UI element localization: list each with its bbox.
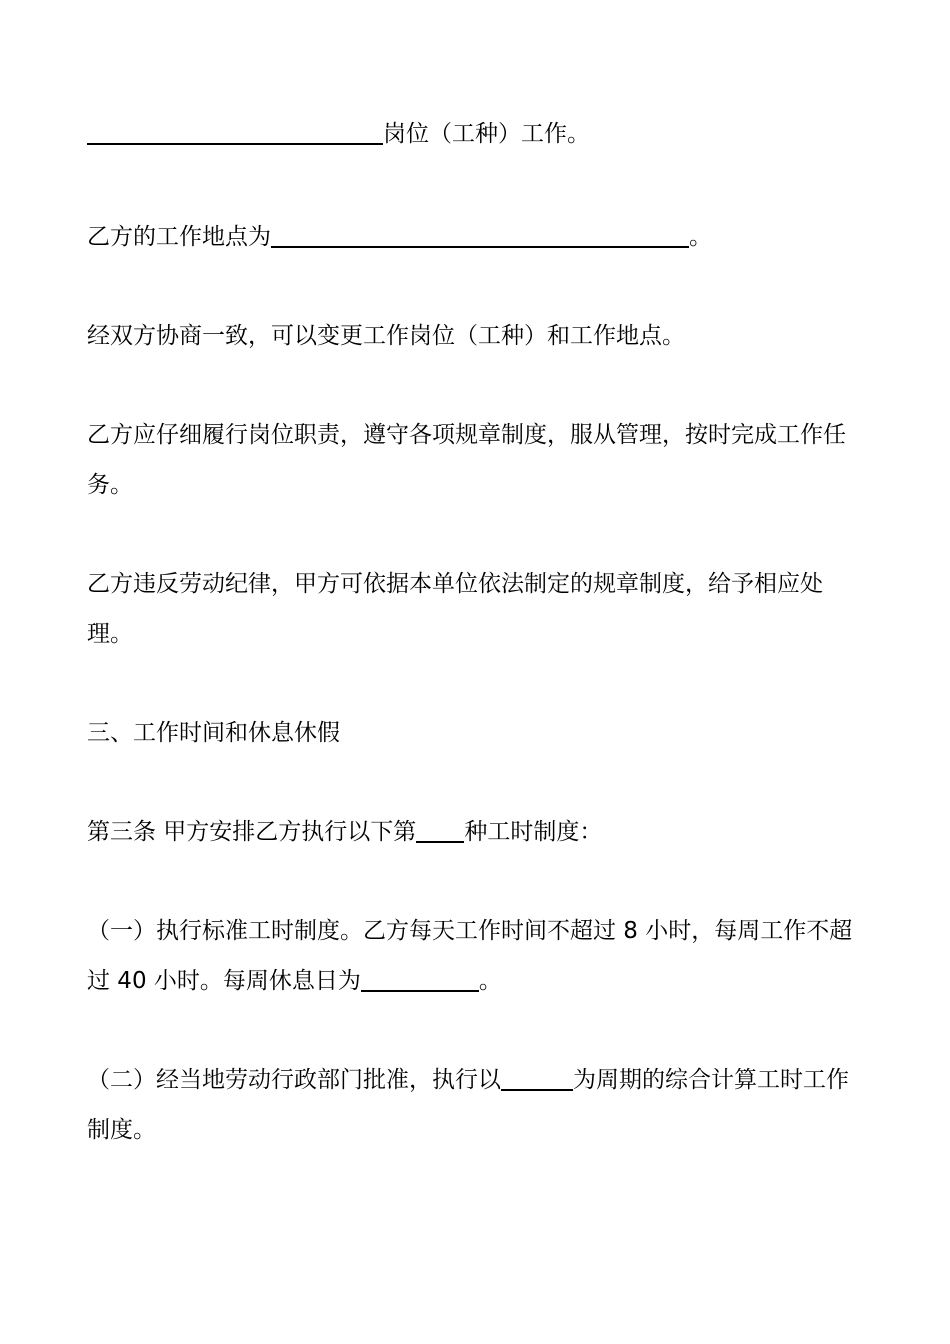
paragraph-discipline: 乙方违反劳动纪律，甲方可依据本单位依法制定的规章制度，给予相应处理。: [87, 571, 823, 647]
article-3: [87, 807, 863, 857]
work-location-blank[interactable]: [271, 218, 689, 248]
section-heading-work-hours: 三、工作时间和休息休假: [87, 720, 340, 746]
article-3-text: 第三条 甲方安排乙方执行以下第: [87, 819, 417, 845]
period-blank[interactable]: [501, 1061, 573, 1091]
paragraph-change-position: 经双方协商一致，可以变更工作岗位（工种）和工作地点。: [87, 323, 685, 349]
position-suffix: 岗位（工种）工作。: [383, 121, 590, 147]
hours-system-blank[interactable]: [416, 813, 464, 843]
paragraph-position: [87, 109, 863, 159]
item-comprehensive-hours-suffix: 为周期的综合计算工时工作制度。: [87, 1067, 849, 1143]
item-standard-hours: [87, 906, 863, 1006]
item-comprehensive-hours: [87, 1055, 863, 1155]
rest-day-blank[interactable]: [361, 962, 479, 992]
item-standard-hours-suffix: 。: [478, 968, 502, 994]
article-3-suffix: 种工时制度：: [464, 819, 603, 845]
work-location-label: 乙方的工作地点为: [87, 224, 271, 250]
position-blank[interactable]: [87, 115, 383, 145]
paragraph-work-location: [87, 212, 863, 262]
work-location-suffix: 。: [689, 224, 712, 250]
item-standard-hours-text: （一）执行标准工时制度。乙方每天工作时间不超过 8 小时，每周工作不超过 40 小时。每周休息日为: [87, 918, 853, 994]
paragraph-duties: 乙方应仔细履行岗位职责，遵守各项规章制度，服从管理，按时完成工作任务。: [87, 422, 846, 498]
item-comprehensive-hours-text: （二）经当地劳动行政部门批准，执行以: [87, 1067, 501, 1093]
